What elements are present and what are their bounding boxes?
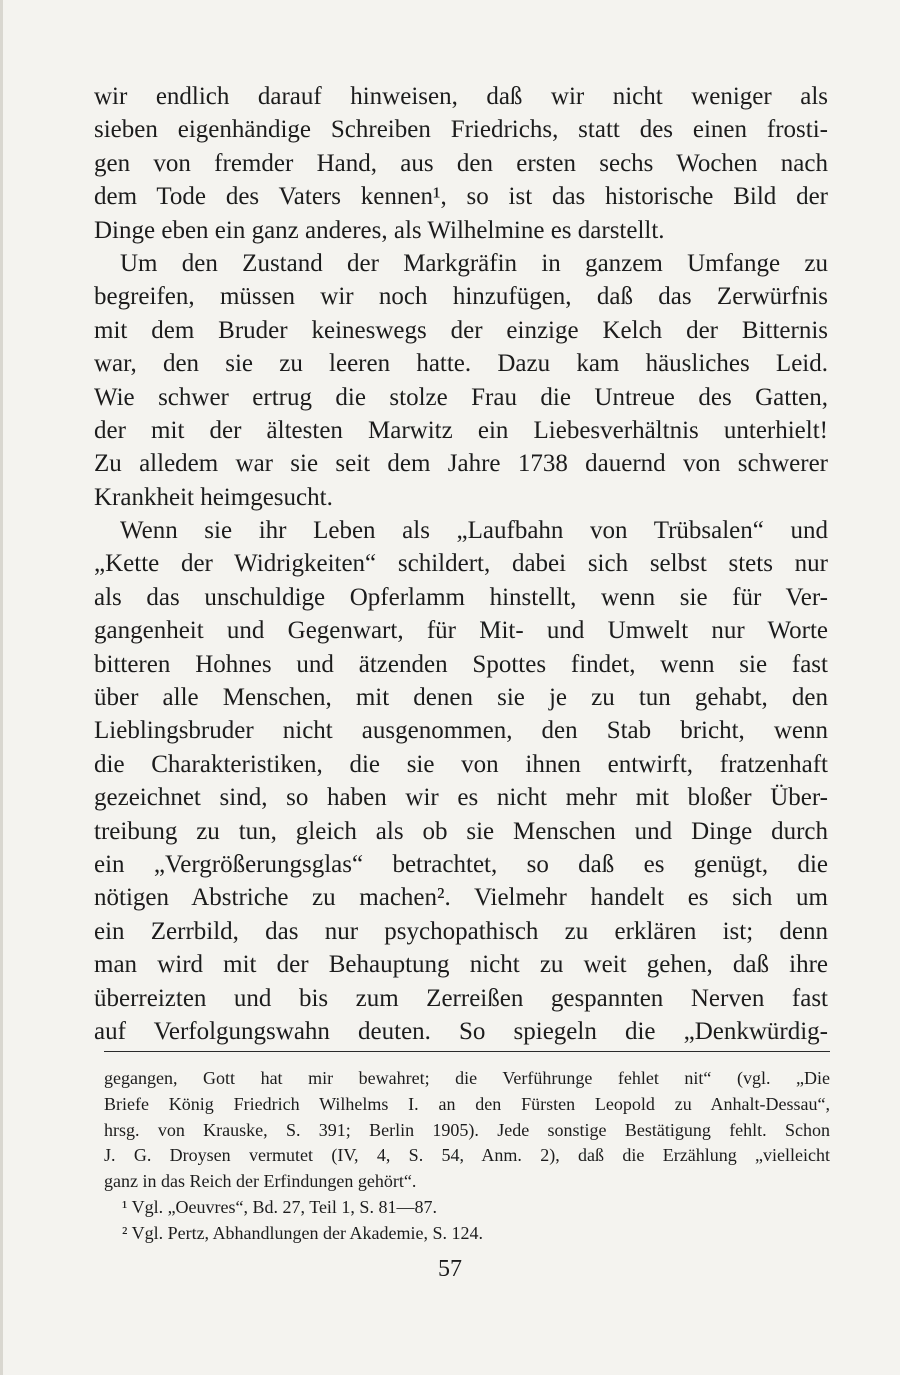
footnote-continuation-line: hrsg. von Krauske, S. 391; Berlin 1905). Jede sonstige Bestätigung fehlt. Schon [104, 1119, 830, 1140]
text-line: man wird mit der Behauptung nicht zu weit gehen, daß ihre [94, 951, 828, 979]
text-line: als das unschuldige Opferlamm hinstellt, wenn sie für Ver- [94, 583, 828, 611]
text-line: gezeichnet sind, so haben wir es nicht mehr mit bloßer Über- [94, 784, 828, 812]
footnote-continuation-line: ganz in das Reich der Erfindungen gehört“. [104, 1171, 417, 1192]
footnote-continuation-line: Briefe König Friedrich Wilhelms I. an den Fürsten Leopold zu Anhalt-Dessau“, [104, 1093, 830, 1114]
text-line: bitteren Hohnes und ätzenden Spottes findet, wenn sie fast [94, 650, 828, 678]
text-line: Zu alledem war sie seit dem Jahre 1738 dauernd von schwerer [94, 450, 828, 478]
text-line: Krankheit heimgesucht. [94, 483, 333, 511]
text-line: mit dem Bruder keineswegs der einzige Kelch der Bitternis [94, 316, 828, 344]
text-line: ein „Vergrößerungsglas“ betrachtet, so daß es genügt, die [94, 850, 828, 878]
main-text [94, 80, 828, 1048]
text-line: ein Zerrbild, das nur psychopathisch zu erklären ist; denn [94, 917, 828, 945]
text-line: nötigen Abstriche zu machen². Vielmehr handelt es sich um [94, 884, 828, 912]
text-line: Um den Zustand der Markgräfin in ganzem Umfange zu [120, 249, 828, 277]
page-edge-shadow [0, 0, 3, 1375]
text-line: wir endlich darauf hinweisen, daß wir nicht weniger als [94, 83, 828, 110]
text-line: auf Verfolgungswahn deuten. So spiegeln die „Denkwürdig- [94, 1017, 828, 1045]
footnote-entry: ² Vgl. Pertz, Abhandlungen der Akademie, S. 124. [122, 1222, 484, 1243]
text-line: Lieblingsbruder nicht ausgenommen, den Stab bricht, wenn [94, 717, 828, 745]
footnote-continuation-line: gegangen, Gott hat mir bewahret; die Verführunge fehlet nit“ (vgl. „Die [104, 1068, 830, 1088]
footnote-continuation-line: J. G. Droysen vermutet (IV, 4, S. 54, Anm. 2), daß die Erzählung „vielleicht [104, 1145, 830, 1166]
text-line: Wie schwer ertrug die stolze Frau die Untreue des Gatten, [94, 383, 828, 411]
text-line: war, den sie zu leeren hatte. Dazu kam häusliches Leid. [94, 350, 828, 378]
text-line: der mit der ältesten Marwitz ein Liebesverhältnis unterhielt! [94, 416, 828, 444]
text-line: „Kette der Widrigkeiten“ schildert, dabei sich selbst stets nur [94, 550, 828, 578]
text-line: Wenn sie ihr Leben als „Laufbahn von Trübsalen“ und [120, 517, 828, 545]
footnote-separator-line [104, 1051, 830, 1052]
text-line: sieben eigenhändige Schreiben Friedrichs, statt des einen frosti- [94, 116, 828, 144]
text-line: die Charakteristiken, die sie von ihnen entwirft, fratzenhaft [94, 750, 828, 778]
page-number: 57 [438, 1256, 462, 1282]
text-line: gangenheit und Gegenwart, für Mit- und Umwelt nur Worte [94, 617, 828, 645]
text-line: dem Tode des Vaters kennen¹, so ist das historische Bild der [94, 183, 828, 211]
text-line: treibung zu tun, gleich als ob sie Menschen und Dinge durch [94, 817, 828, 845]
text-line: über alle Menschen, mit denen sie je zu tun gehabt, den [94, 684, 828, 712]
footnote-entry: ¹ Vgl. „Oeuvres“, Bd. 27, Teil 1, S. 81—87. [122, 1196, 437, 1217]
text-line: gen von fremder Hand, aus den ersten sechs Wochen nach [94, 149, 828, 177]
text-line: begreifen, müssen wir noch hinzufügen, daß das Zerwürfnis [94, 283, 828, 311]
text-line: Dinge eben ein ganz anderes, als Wilhelmine es darstellt. [94, 216, 665, 244]
text-line: überreizten und bis zum Zerreißen gespannten Nerven fast [94, 984, 828, 1012]
footnotes [104, 1066, 830, 1247]
